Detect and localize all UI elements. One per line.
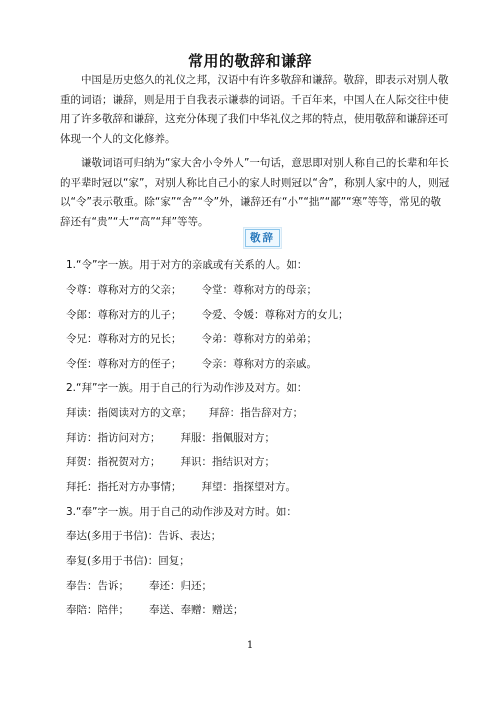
term-line: 拜访：指访问对方； 拜服：指佩服对方； <box>66 432 276 444</box>
section-label-box <box>243 227 282 249</box>
term-line: 令尊：尊称对方的父亲； 令堂：尊称对方的母亲； <box>66 284 318 296</box>
term-line: 令兄：尊称对方的兄长； 令弟：尊称对方的弟弟； <box>66 333 318 345</box>
term-line: 拜贺：指祝贺对方； 拜识：指结识对方； <box>66 456 276 468</box>
term-line: 令郎：尊称对方的儿子； 令爱、令媛：尊称对方的女儿； <box>66 309 349 321</box>
page-number: 1 <box>246 640 254 651</box>
term-line: 拜读：指阅读对方的文章； 拜辞：指告辞对方； <box>66 407 304 419</box>
section-label: 敬辞 <box>245 229 280 247</box>
term-line: 奉告：告诉； 奉还：归还； <box>66 580 213 592</box>
term-line: 奉复(多用于书信)：回复； <box>66 555 190 567</box>
section-heading: 2.“拜”字一族。用于自己的行为动作涉及对方。如： <box>66 382 308 394</box>
intro-paragraph: 中国是历史悠久的礼仪之邦，汉语中有许多敬辞和谦辞。敬辞，即表示对别人敬重的词语；谦辞，则是用于自我表示谦恭的词语。千百年来，中国人在人际交往中使用了许多敬辞和谦辞，这充分体现了我们中华礼仪之邦的特点，使用敬辞和谦辞还可体现一个人的文化修养。 <box>60 74 449 145</box>
term-line: 令侄：尊称对方的侄子； 令亲：尊称对方的亲戚。 <box>66 358 318 370</box>
page-title: 常用的敬辞和谦辞 <box>187 52 312 70</box>
section-heading: 3.“奉”字一族。用于自己的动作涉及对方时。如： <box>66 506 297 518</box>
intro-paragraph: 谦敬词语可归纳为“家大舍小令外人”一句话，意思即对别人称自己的长辈和年长的平辈时冠以“家”，对别人称比自己小的家人时则冠以“舍”，称别人家中的人，则冠以“令”表示敬重。除“家”“舍”“令”外，谦辞还有“小”“拙”“鄙”“寒”等等，常见的敬辞还有“贵”“大”“高”“拜”等等。 <box>60 157 450 228</box>
term-line: 拜托：指托对方办事情； 拜望：指探望对方。 <box>66 481 297 493</box>
term-line: 奉陪：陪伴； 奉送、奉赠：赠送； <box>66 604 244 616</box>
term-line: 奉达(多用于书信)：告诉、表达； <box>66 530 222 542</box>
section-heading: 1.“令”字一族。用于对方的亲戚或有关系的人。如： <box>66 259 308 271</box>
